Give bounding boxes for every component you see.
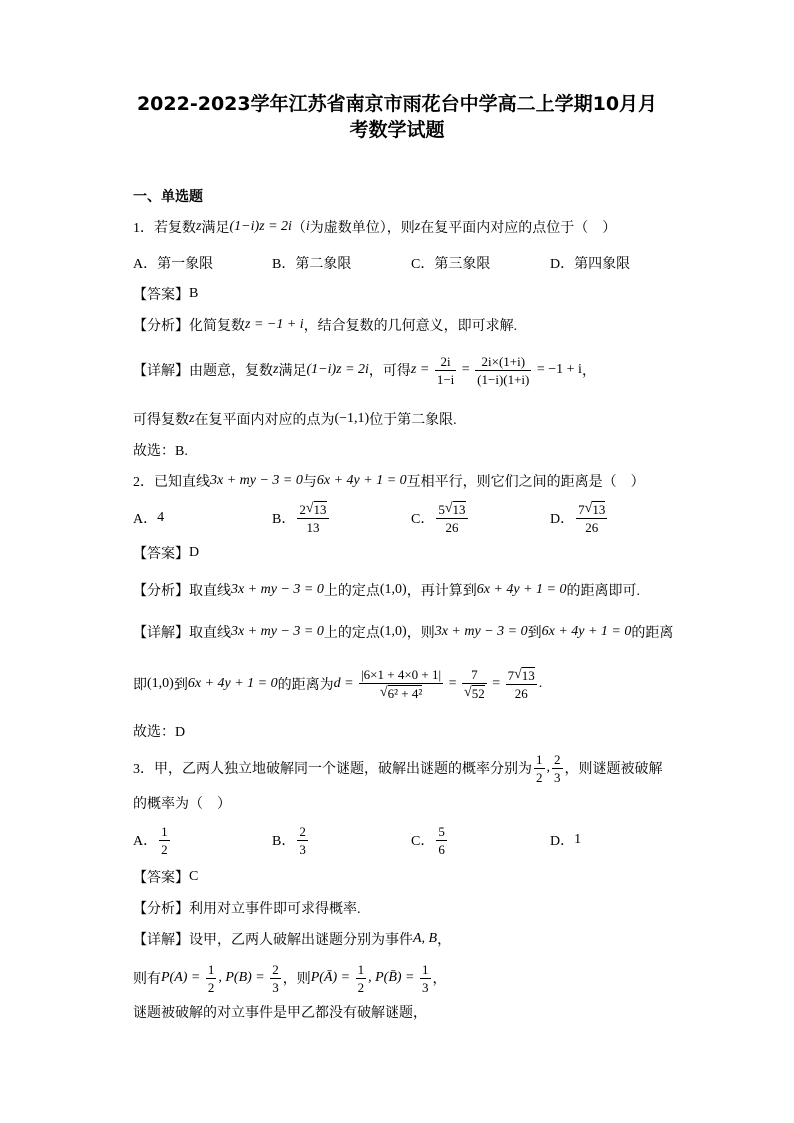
detail-text: 上的定点 <box>323 626 380 641</box>
detail-text: 谜题被破解的对立事件是甲乙都没有破解谜题， <box>133 1006 427 1021</box>
detail-text: 到 <box>173 678 188 693</box>
fraction-numerator: 2i <box>440 353 451 369</box>
math-expression: = −1 + i <box>533 362 582 377</box>
math-equation: 6x + 4y + 1 = 0 <box>476 582 567 597</box>
stem-text: 为虚数单位），则 <box>309 221 415 236</box>
section-heading-text: 一、单选题 <box>133 190 203 205</box>
fraction <box>506 667 537 701</box>
fraction-numerator: 2 <box>272 961 279 977</box>
option-d <box>550 501 689 535</box>
math-point: (1,0) <box>147 676 174 691</box>
fraction-denominator: 2 <box>536 769 543 785</box>
math-expression: (1−i)z = 2i <box>306 362 369 377</box>
analysis-text: ，再计算到 <box>406 584 477 599</box>
detail-text: 到 <box>527 626 542 641</box>
math-equation: 3x + my − 3 = 0 <box>210 473 303 488</box>
square-root <box>514 667 535 683</box>
stem-text: （ <box>291 221 306 236</box>
detail-text: 即 <box>133 678 147 693</box>
stem-text: 3．甲，乙两人独立地破解同一个谜题，破解出谜题的概率分别为 <box>133 762 532 777</box>
fraction <box>297 501 328 535</box>
q2-answer <box>133 533 199 573</box>
math-equation: 6x + 4y + 1 = 0 <box>316 473 407 488</box>
detail-label: 【详解】 <box>133 364 189 379</box>
math-var: z <box>414 219 421 234</box>
detail-text: ，可得 <box>368 364 411 379</box>
square-root <box>306 501 327 517</box>
math-var: z <box>196 219 202 234</box>
fraction <box>206 962 217 995</box>
option-text: C．第三象限 <box>411 257 491 272</box>
fraction-numerator: 1 <box>422 961 429 977</box>
analysis-text: 上的定点 <box>323 584 380 599</box>
page-title-line2: 考数学试题 <box>349 119 445 141</box>
radicand: 6² + 4² <box>387 686 423 701</box>
math-expression: z = −1 + i <box>245 317 304 332</box>
square-root <box>445 501 466 517</box>
analysis-text: ，结合复数的几何意义，即可求解. <box>303 319 518 334</box>
detail-text: 在复平面内对应的点为 <box>194 413 335 428</box>
fraction-denominator <box>462 683 487 701</box>
fraction <box>435 354 456 387</box>
sqrt-sign: √ <box>514 667 522 682</box>
option-label: D． <box>550 512 575 527</box>
analysis-label: 【分析】 <box>133 584 189 599</box>
detail-text: 的距离 <box>631 626 674 641</box>
q1-analysis <box>133 305 517 345</box>
stem-text: ，则谜题被破解 <box>564 762 663 777</box>
fraction-denominator: 26 <box>506 684 537 701</box>
q3-stem-line1 <box>133 748 663 788</box>
math-expression: , P(B) = <box>218 970 269 985</box>
analysis-text: 化简复数 <box>189 319 245 334</box>
detail-text: 满足 <box>278 364 307 379</box>
fraction-denominator: 26 <box>576 518 607 535</box>
fraction <box>534 752 545 785</box>
fraction-denominator: 2 <box>161 841 168 857</box>
coefficient: 7 <box>507 668 515 683</box>
option-b <box>272 501 411 535</box>
stem-text: 与 <box>302 475 317 490</box>
detail-text: 由题意，复数 <box>189 364 273 379</box>
fraction <box>462 667 487 701</box>
q1-options <box>133 243 689 283</box>
option-b <box>272 253 411 273</box>
fraction-denominator: 13 <box>297 518 328 535</box>
answer-label: 【答案】 <box>133 547 189 562</box>
fraction-numerator: 1 <box>536 751 543 767</box>
detail-text: 取直线 <box>189 626 231 641</box>
option-c <box>411 824 550 857</box>
detail-text: 则有 <box>133 972 161 987</box>
fraction-numerator: 2i×(1+i) <box>481 353 526 369</box>
fraction-denominator: 6 <box>438 841 445 857</box>
stem-text: 的概率为（ ） <box>133 797 231 812</box>
math-equation: 3x + my − 3 = 0 <box>434 624 528 639</box>
coefficient: 7 <box>578 502 585 517</box>
math-operator: = <box>458 362 474 377</box>
fraction-denominator: 3 <box>422 979 429 995</box>
fraction-numerator: 2 <box>554 751 561 767</box>
detail-label: 【详解】 <box>133 626 189 641</box>
option-b <box>272 824 411 857</box>
fraction <box>475 354 531 387</box>
math-expression: d = <box>333 676 358 691</box>
stem-text: 满足 <box>201 221 230 236</box>
math-var: z <box>189 411 195 426</box>
math-events: A, B <box>413 931 438 946</box>
q2-stem <box>133 461 645 501</box>
detail-text: 可得复数 <box>133 413 189 428</box>
fraction-denominator <box>359 683 443 701</box>
answer-value: C <box>189 869 199 884</box>
square-root <box>380 685 422 701</box>
sqrt-sign: √ <box>444 501 453 516</box>
option-text: B．第二象限 <box>272 257 352 272</box>
q2-conclusion <box>133 711 185 751</box>
conclusion-text: 故选：B. <box>133 444 188 459</box>
analysis-text: 利用对立事件即可求得概率. <box>189 902 361 917</box>
stem-text: 互相平行，则它们之间的距离是（ ） <box>406 475 645 490</box>
fraction-numerator <box>576 501 607 518</box>
math-expression: z = <box>410 362 433 377</box>
fraction <box>576 501 607 535</box>
fraction <box>359 667 443 701</box>
answer-label: 【答案】 <box>133 871 189 886</box>
sqrt-sign: √ <box>379 685 388 700</box>
radicand: 13 <box>592 502 606 517</box>
option-label: B． <box>272 512 296 527</box>
math-expression: , P(B̄) = <box>368 970 418 985</box>
option-text: A．第一象限 <box>133 257 214 272</box>
fraction-numerator <box>436 501 467 518</box>
fraction-numerator <box>506 667 537 684</box>
math-point: (1,0) <box>379 624 407 639</box>
q2-detail-line1 <box>133 612 673 652</box>
fraction <box>356 962 367 995</box>
sqrt-sign: √ <box>305 501 314 516</box>
fraction <box>159 824 170 857</box>
square-root <box>464 685 485 701</box>
fraction-numerator: 5 <box>438 823 445 839</box>
radicand: 13 <box>452 502 466 517</box>
detail-text: ，则 <box>282 972 311 987</box>
fraction-numerator: 1 <box>357 961 365 977</box>
detail-text: ， <box>432 972 447 987</box>
fraction-denominator: 3 <box>299 841 306 857</box>
math-point: (1,0) <box>379 582 407 597</box>
detail-text: 位于第二象限. <box>369 413 457 428</box>
sqrt-sign: √ <box>584 501 593 516</box>
q3-detail-line1 <box>133 919 451 959</box>
detail-text: ，则 <box>406 626 435 641</box>
square-root <box>585 501 606 517</box>
radicand: 13 <box>521 668 535 683</box>
math-var: z <box>273 362 279 377</box>
sqrt-sign: √ <box>464 685 472 700</box>
option-label: C． <box>411 834 435 849</box>
option-a <box>133 508 272 528</box>
q3-stem-line2 <box>133 783 231 823</box>
math-var: i <box>305 219 310 234</box>
fraction-numerator: 2 <box>299 823 306 839</box>
stem-text: 2．已知直线 <box>133 475 210 490</box>
math-equation: 6x + 4y + 1 = 0 <box>541 624 632 639</box>
coefficient: 2 <box>299 502 306 517</box>
q2-detail-line2 <box>133 664 542 704</box>
math-point: (−1,1) <box>334 411 370 426</box>
math-operator: = <box>445 676 460 691</box>
answer-value: B <box>189 286 199 301</box>
math-equation: 6x + 4y + 1 = 0 <box>187 676 278 691</box>
analysis-label: 【分析】 <box>133 902 189 917</box>
q2-analysis <box>133 570 640 610</box>
fraction-denominator: (1−i)(1+i) <box>477 371 530 387</box>
q3-detail-line3 <box>133 992 427 1032</box>
answer-value: D <box>189 545 200 560</box>
fraction-numerator <box>297 501 328 518</box>
option-d <box>550 253 689 273</box>
option-text: D．第四象限 <box>550 257 631 272</box>
option-label: D． <box>550 834 575 849</box>
coefficient: 5 <box>438 502 445 517</box>
fraction-denominator: 2 <box>357 979 365 995</box>
option-label: B． <box>272 834 296 849</box>
conclusion-text: 故选：D <box>133 725 186 740</box>
fraction <box>552 752 563 785</box>
fraction <box>297 824 308 857</box>
fraction-denominator: 26 <box>436 518 467 535</box>
stem-text: 在复平面内对应的点位于（ ） <box>420 221 617 236</box>
fraction <box>436 824 447 857</box>
q2-options <box>133 498 689 538</box>
stem-text: 1．若复数 <box>133 221 196 236</box>
detail-text: ， <box>581 364 596 379</box>
answer-label: 【答案】 <box>133 288 189 303</box>
fraction-denominator: 1−i <box>436 371 455 387</box>
fraction-denominator: 2 <box>207 979 215 995</box>
math-expression: (1−i)z = 2i <box>229 219 292 234</box>
option-d <box>550 830 689 850</box>
fraction <box>436 501 467 535</box>
option-value: 4 <box>157 510 165 525</box>
detail-label: 【详解】 <box>133 933 189 948</box>
option-c <box>411 501 550 535</box>
q1-detail-line1 <box>133 350 596 390</box>
analysis-text: 的距离即可. <box>566 584 640 599</box>
option-label: C． <box>411 512 435 527</box>
fraction <box>420 962 431 995</box>
math-separator: , <box>546 760 550 775</box>
analysis-text: 取直线 <box>189 584 231 599</box>
option-a <box>133 824 272 857</box>
detail-text: 的距离为 <box>277 678 334 693</box>
math-operator: = <box>488 676 504 691</box>
option-c <box>411 253 550 273</box>
math-expression: P(Ā) = <box>310 970 354 985</box>
fraction <box>270 962 281 995</box>
analysis-label: 【分析】 <box>133 319 189 334</box>
math-equation: 3x + my − 3 = 0 <box>231 582 324 597</box>
detail-text: 设甲，乙两人破解出谜题分别为事件 <box>189 933 413 948</box>
detail-text: . <box>538 676 543 691</box>
fraction-numerator: 1 <box>207 961 215 977</box>
option-label: A． <box>133 834 158 849</box>
q3-options <box>133 820 689 860</box>
fraction-numerator: 1 <box>161 823 168 839</box>
math-equation: 3x + my − 3 = 0 <box>231 624 324 639</box>
radicand: 13 <box>313 502 327 517</box>
option-value: 1 <box>574 832 582 847</box>
fraction-denominator: 3 <box>554 769 561 785</box>
option-label: A． <box>133 512 158 527</box>
page-title-line1: 2022-2023学年江苏省南京市雨花台中学高二上学期10月月 <box>136 93 658 115</box>
fraction-numerator: 7 <box>471 667 478 682</box>
math-expression: P(A) = <box>161 970 204 985</box>
detail-text: ， <box>437 933 452 948</box>
option-a <box>133 253 272 273</box>
fraction-numerator: |6×1 + 4×0 + 1| <box>361 667 442 682</box>
fraction-denominator: 3 <box>272 979 279 995</box>
q1-stem <box>133 207 616 247</box>
radicand: 52 <box>471 686 485 701</box>
